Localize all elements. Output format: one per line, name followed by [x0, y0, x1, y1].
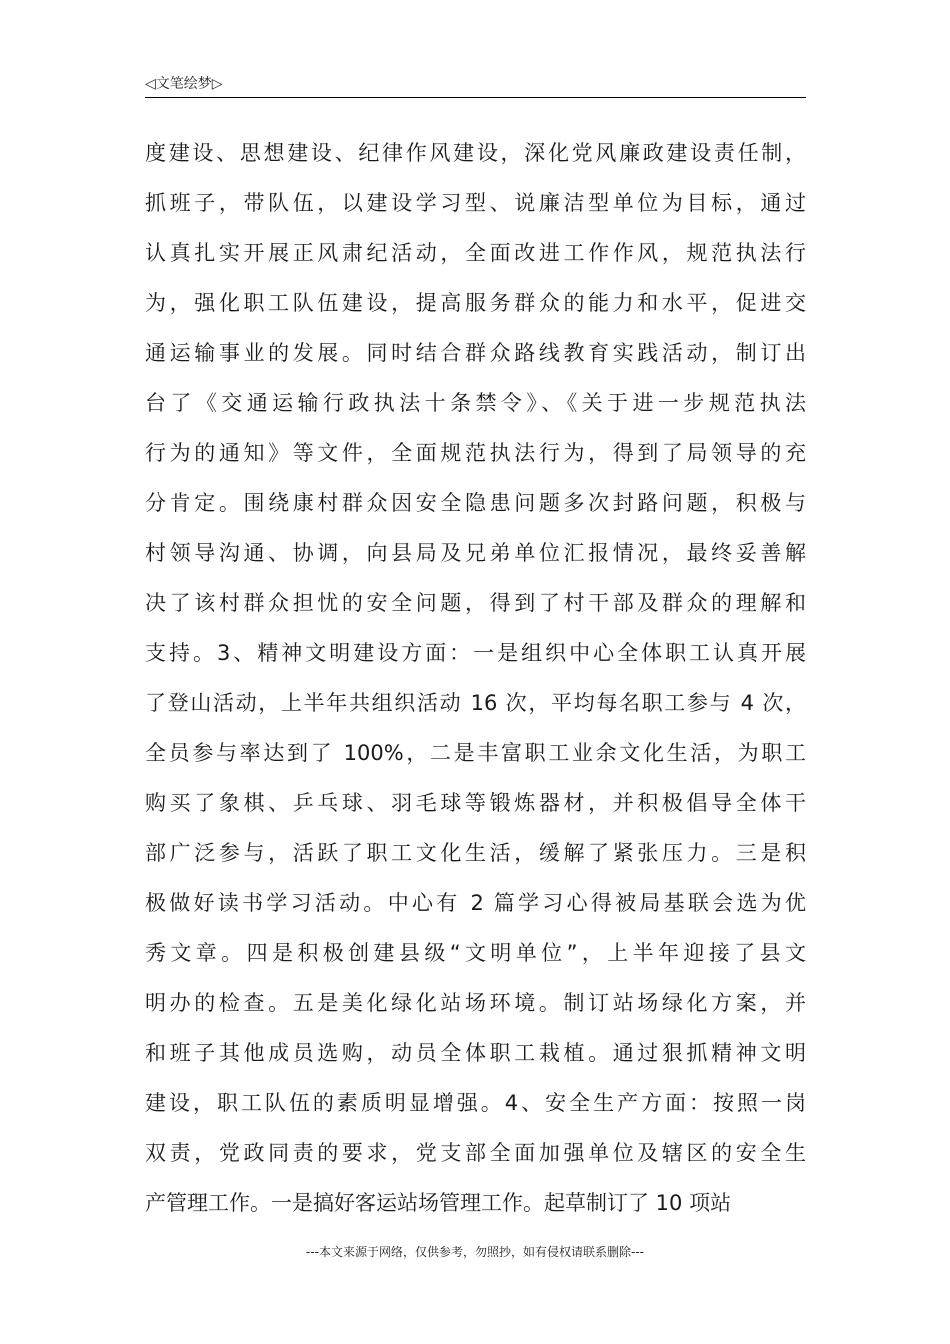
- body-line: 分肯定。围绕康村群众因安全隐患问题多次封路问题，积极与: [145, 491, 806, 515]
- body-line: 支持。3、精神文明建设方面：一是组织中心全体职工认真开展: [145, 641, 806, 665]
- body-line: 村领导沟通、协调，向县局及兄弟单位汇报情况，最终妥善解: [145, 541, 806, 565]
- body-line: 双责，党政同责的要求，党支部全面加强单位及辖区的安全生: [145, 1141, 806, 1165]
- body-line: 认真扎实开展正风肃纪活动，全面改进工作作风，规范执法行: [145, 241, 806, 265]
- body-line: 全员参与率达到了 100%，二是丰富职工业余文化生活，为职工: [145, 741, 806, 765]
- body-line: 极做好读书学习活动。中心有 2 篇学习心得被局基联会选为优: [145, 891, 806, 915]
- header-divider: [145, 97, 806, 98]
- body-line: 秀文章。四是积极创建县级“文明单位”，上半年迎接了县文: [145, 941, 806, 965]
- body-line: 为，强化职工队伍建设，提高服务群众的能力和水平，促进交: [145, 291, 806, 315]
- body-line: 行为的通知》等文件，全面规范执法行为，得到了局领导的充: [145, 441, 806, 465]
- page-header: ◁文笔绘梦▷: [145, 76, 223, 92]
- document-body: [145, 128, 806, 1228]
- body-line: 抓班子，带队伍，以建设学习型、说廉洁型单位为目标，通过: [145, 191, 806, 215]
- body-line: 部广泛参与，活跃了职工文化生活，缓解了紧张压力。三是积: [145, 841, 806, 865]
- body-line: 通运输事业的发展。同时结合群众路线教育实践活动，制订出: [145, 341, 806, 365]
- body-line: 产管理工作。一是搞好客运站场管理工作。起草制订了 10 项站: [145, 1191, 732, 1215]
- body-line: 台了《交通运输行政执法十条禁令》、《关于进一步规范执法: [145, 391, 806, 415]
- page-footer: ---本文来源于网络，仅供参考，勿照抄，如有侵权请联系删除---: [306, 1245, 644, 1259]
- body-line: 和班子其他成员选购，动员全体职工栽植。通过狠抓精神文明: [145, 1041, 806, 1065]
- body-line: 决了该村群众担忧的安全问题，得到了村干部及群众的理解和: [145, 591, 806, 615]
- body-line: 建设，职工队伍的素质明显增强。4、安全生产方面：按照一岗: [145, 1091, 806, 1115]
- body-line: 明办的检查。五是美化绿化站场环境。制订站场绿化方案，并: [145, 991, 806, 1015]
- body-line: 度建设、思想建设、纪律作风建设，深化党风廉政建设责任制，: [145, 141, 806, 165]
- body-line: 了登山活动，上半年共组织活动 16 次，平均每名职工参与 4 次，: [145, 691, 806, 715]
- body-line: 购买了象棋、乒乓球、羽毛球等锻炼器材，并积极倡导全体干: [145, 791, 806, 815]
